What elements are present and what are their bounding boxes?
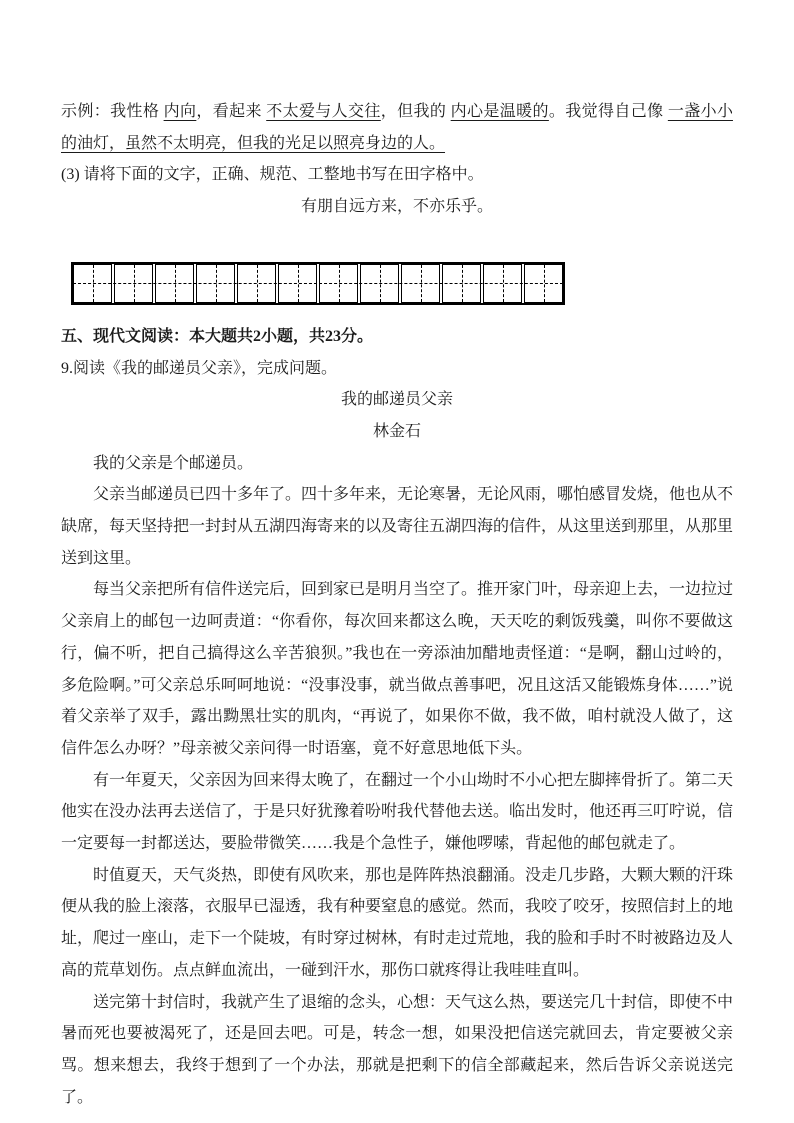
article-paragraph: 每当父亲把所有信件送完后，回到家已是明月当空了。推开家门叶，母亲迎上去，一边拉过父亲肩上的邮包一边呵责道：“你看你，每次回来都这么晚，天天吃的剩饭残羹，叫你不要做这行，偏不听，把自己搞得这么辛苦狼狈。”我也在一旁添油加醋地责怪道：“是啊，翻山过岭的，多危险啊。”可父亲总乐呵呵地说：“没事没事，就当做点善事吧，况且这活又能锻炼身体……”说着父亲举了双手，露出黝黑壮实的肌肉，“再说了，如果你不做，我不做，咱村就没人做了，这信件怎么办呀？”母亲被父亲问得一时语塞，竟不好意思地低下头。: [61, 581, 734, 757]
article-author: 林金石: [372, 422, 421, 440]
grid-cell: [278, 264, 317, 303]
article-paragraph: 送完第十封信时，我就产生了退缩的念头，心想：天气这么热，要送完几十封信，即使不中暑而死也要被渴死了，还是回去吧。可是，转念一想，如果没把信送完就回去，肯定要被父亲骂。想来想去，我终于想到了一个办法，那就是把剩下的信全部藏起来，然后告诉父亲说送完了。: [61, 993, 734, 1106]
text-segment: 。我觉得自己像: [548, 103, 668, 120]
grid-cell: [73, 264, 112, 303]
article-title: 我的邮递员父亲: [340, 391, 453, 409]
article-paragraph: 有一年夏天，父亲因为回来得太晚了，在翻过一个小山坳时不小心把左脚摔骨折了。第二天他实在没办法再去送信了，于是只好犹豫着吩咐我代替他去送。临出发时，他还再三叮咛说，信一定要每一封都送达，要脸带微笑……我是个急性子，嫌他啰嗦，背起他的邮包就走了。: [61, 771, 734, 853]
underlined-segment: 不太爱与人交往: [266, 103, 381, 120]
writing-grid: [71, 262, 565, 305]
article-paragraph: 我的父亲是个邮递员。: [93, 454, 254, 472]
grid-cell: [114, 264, 153, 303]
underlined-segment: 内心是温暖的: [450, 103, 549, 120]
grid-cell: [401, 264, 440, 303]
question-9-prompt: 9.阅读《我的邮递员父亲》，完成问题。: [61, 359, 338, 377]
grid-cell: [524, 264, 563, 303]
copy-sentence: 有朋自远方来，不亦乐乎。: [300, 198, 493, 216]
grid-cell: [442, 264, 481, 303]
grid-cell: [360, 264, 399, 303]
grid-cell: [237, 264, 276, 303]
example-sentence: [61, 96, 733, 159]
question-3-prompt: (3) 请将下面的文字，正确、规范、工整地书写在田字格中。: [61, 166, 484, 184]
grid-cell: [483, 264, 522, 303]
text-segment: ，但我的: [380, 103, 451, 120]
grid-cell: [155, 264, 194, 303]
grid-cell: [319, 264, 358, 303]
text-segment: ，看起来: [196, 103, 267, 120]
text-segment: 示例：我性格: [61, 103, 164, 120]
article-body: [61, 448, 733, 1114]
article-paragraph: 时值夏天，天气炎热，即使有风吹来，那也是阵阵热浪翻涌。没走几步路，大颗大颗的汗珠便从我的脸上滚落，衣服早已湿透，我有种要窒息的感觉。然而，我咬了咬牙，按照信封上的地址，爬过一座山，走下一个陡坡，有时穿过树林，有时走过荒地，我的脸和手时不时被路边及人高的荒草划伤。点点鲜血流出，一碰到汗水，那伤口就疼得让我哇哇直叫。: [61, 866, 734, 979]
underlined-segment: 一盏小小的油灯，虽然不太明亮，但我的光足以照亮身边的人。: [61, 103, 733, 152]
article-paragraph: 父亲当邮递员已四十多年了。四十多年来，无论寒暑，无论风雨，哪怕感冒发烧，他也从不缺席，每天坚持把一封封从五湖四海寄来的以及寄往五湖四海的信件，从这里送到那里，从那里送到这里。: [61, 486, 734, 567]
section-header: 五、现代文阅读：本大题共2小题，共23分。: [61, 327, 374, 345]
grid-cell: [196, 264, 235, 303]
underlined-segment: 内向: [163, 103, 197, 120]
